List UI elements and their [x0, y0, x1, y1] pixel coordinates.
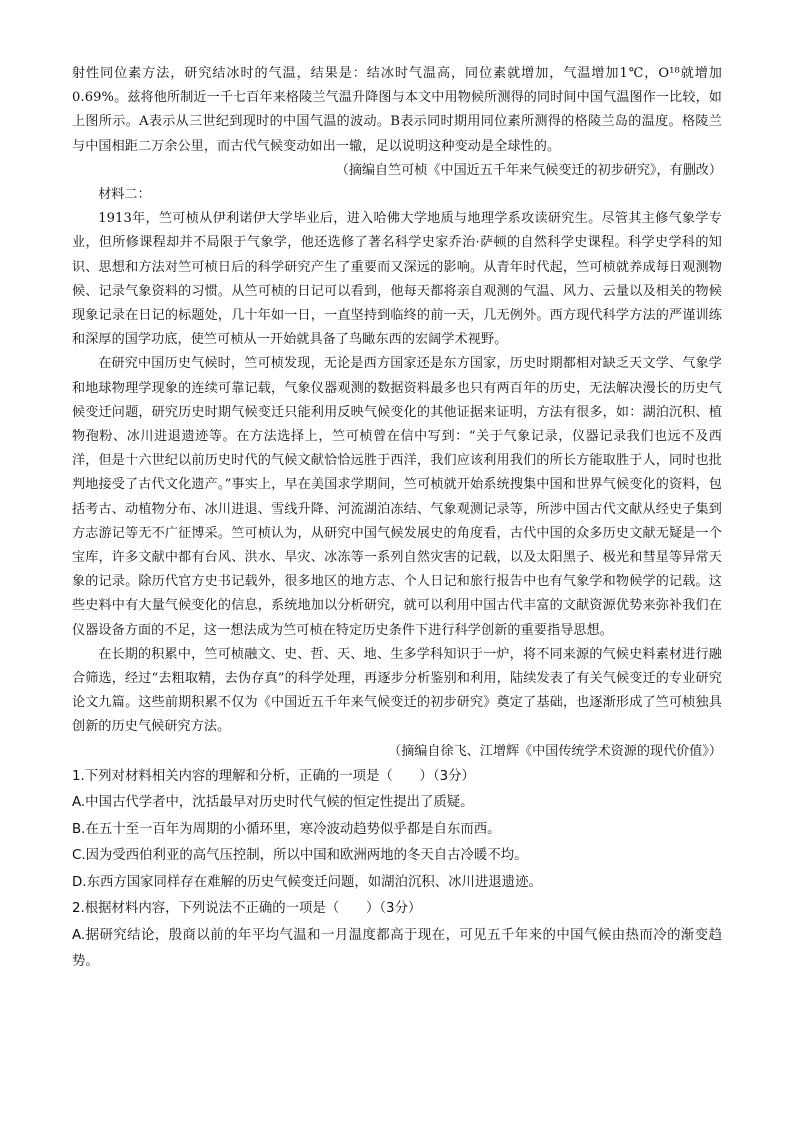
- material2-paragraph-2: 在研究中国历史气候时，竺可桢发现，无论是西方国家还是东方国家，历史时期都相对缺乏天文学、气象学和地球物理学现象的连续可靠记载，气象仪器观测的数据资料最多也只有两百年的历史，无法解决漫长的历史气候变迁问题，研究历史时期气候变迁只能利用反映气候变化的其他证据来证明，方法有很多，如：湖泊沉积、植物孢粉、冰川进退遗迹等。在方法选择上，竺可桢曾在信中写到：“关于气象记录，仪器记录我们也远不及西洋，但是十六世纪以前历史时代的气候文献恰恰远胜于西洋，我们应该利用我们的所长方能取胜于人，同时也批判地接受了古代文化遗产。”事实上，早在美国求学期间，竺可桢就开始系统搜集中国和世界气候变化的资料，包括考古、动植物分布、冰川进退、雪线升降、河流湖泊冻结、气象观测记录等，所涉中国古代文献从经史子集到方志游记等无不广征博采。竺可桢认为，从研究中国气候发展史的角度看，古代中国的众多历史文献无疑是一个宝库，许多文献中都有台风、洪水、旱灾、冰冻等一系列自然灾害的记载，以及太阳黑子、极光和彗星等异常天象的记录。除历代官方史书记载外，很多地区的地方志、个人日记和旅行报告中也有气象学和物候学的记载。这些史料中有大量气候变化的信息，系统地加以分析研究，就可以利用中国古代丰富的文献资源优势来弥补我们在仪器设备方面的不足，这一想法成为竺可桢在特定历史条件下进行科学创新的重要指导思想。: [72, 356, 722, 638]
- material2-heading: 材料二：: [98, 187, 151, 203]
- question1-option-d: D.东西方国家同样存在难解的历史气候变迁问题，如湖泊沉积、冰川进退遗迹。: [72, 874, 542, 890]
- question1-stem: 1.下列对材料相关内容的理解和分析，正确的一项是（ ）（3分）: [72, 768, 475, 784]
- material2-paragraph-3: 在长期的积累中，竺可桢融文、史、哲、天、地、生多学科知识于一炉，将不同来源的气候史料素材进行融合筛选，经过“去粗取精，去伪存真”的科学处理，再逐步分析鉴别和利用，陆续发表了有关气候变迁的专业研究论文九篇。这些前期积累不仅为《中国近五千年来气候变迁的初步研究》奠定了基础，也逐渐形成了竺可桢独具创新的历史气候研究方法。: [72, 646, 722, 735]
- question1-option-a: A.中国古代学者中，沈括最早对历史时代气候的恒定性提出了质疑。: [72, 795, 474, 811]
- question2-option-a: A.据研究结论，殷商以前的年平均气温和一月温度都高于现在，可见五千年来的中国气候由热而冷的渐变趋势。: [72, 927, 722, 970]
- material2-source: （摘编自徐飞、江增辉《中国传统学术资源的现代价值》）: [388, 743, 722, 759]
- question2-stem: 2.根据材料内容，下列说法不正确的一项是（ ）（3分）: [72, 901, 422, 917]
- material1-continued-text: 射性同位素方法，研究结冰时的气温，结果是：结冰时气温高，同位素就增加，气温增加1℃，O¹⁸就增加0.69%。兹将他所制近一千七百年来格陵兰气温升降图与本文中用物候所测得的同时间中国气温图作一比较，如上图所示。A表示从三世纪到现时的中国气温的波动。B表示同时期用同位素所测得的格陵兰岛的温度。格陵兰与中国相距二万余公里，而古代气候变动如出一辙，足以说明这种变动是全球性的。: [72, 66, 722, 154]
- question1-option-b: B.在五十至一百年为周期的小循环里，寒冷波动趋势似乎都是自东而西。: [72, 821, 501, 837]
- question1-option-c: C.因为受西伯利亚的高气压控制，所以中国和欧洲两地的冬天自古冷暖不均。: [72, 848, 528, 864]
- material1-source: （摘编自竺可桢《中国近五千年来气候变迁的初步研究》，有删改）: [335, 162, 722, 178]
- material2-paragraph-1: 1913年，竺可桢从伊利诺伊大学毕业后，进入哈佛大学地质与地理学系攻读研究生。尽管其主修气象学专业，但所修课程却并不局限于气象学，他还选修了著名科学史家乔治·萨顿的自然科学史课程。科学史学科的知识、思想和方法对竺可桢日后的科学研究产生了重要而又深远的影响。从青年时代起，竺可桢就养成每日观测物候、记录气象资料的习惯。从竺可桢的日记可以看到，他每天都将亲自观测的气温、风力、云量以及相关的物候现象记录在日记的标题处，几十年如一日，一直坚持到临终的前一天，几无例外。西方现代科学方法的严谨训练和深厚的国学功底，使竺可桢从一开始就具备了鸟瞰东西的宏阔学术视野。: [72, 211, 722, 348]
